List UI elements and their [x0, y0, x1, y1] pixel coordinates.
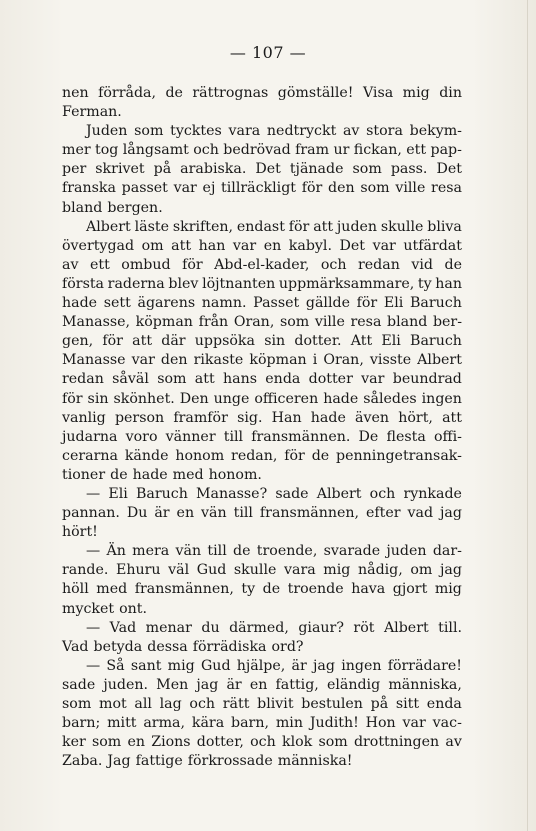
page-number: — 107 —: [229, 43, 307, 62]
text-line: — Än mera vän till de troende, svarade juden dar-: [86, 543, 462, 560]
text-line: cerarna kände honom redan, för de penningetransak-: [62, 447, 462, 464]
text-line: för sin skönhet. Den unge officeren hade således ingen: [62, 390, 462, 407]
body-text: [62, 84, 462, 771]
text-line: tioner de hade med honom.: [62, 466, 262, 483]
text-line: rande. Ehuru väl Gud skulle vara mig nådig, om jag: [62, 562, 462, 579]
text-line: — Eli Baruch Manasse? sade Albert och rynkade: [86, 485, 462, 502]
text-line: — Vad menar du därmed, giaur? röt Albert till.: [86, 619, 462, 636]
text-line: övertygad om att han var en kabyl. Det var utfärdat: [62, 237, 462, 254]
text-line: gen, för att där uppsöka sin dotter. Att Eli Baruch: [62, 333, 462, 350]
text-line: nen förråda, de rättrognas gömställe! Visa mig din: [62, 85, 462, 101]
text-line: sade juden. Men jag är en fattig, eländig människa,: [62, 676, 462, 693]
text-line: redan såväl som att hans enda dotter var beundrad: [62, 371, 462, 388]
text-line: Zaba. Jag fattige förkrossade människa!: [62, 753, 353, 770]
text-line: som mot all lag och rätt blivit bestulen på sitt enda: [62, 696, 462, 712]
text-line: hade sett ägarens namn. Passet gällde för Eli Baruch: [62, 295, 462, 312]
text-line: vanlig person framför sig. Han hade även hört, att: [62, 409, 462, 426]
text-line: — Så sant mig Gud hjälpe, är jag ingen förrädare!: [86, 657, 462, 674]
text-line: höll med fransmännen, ty de troende hava gjort mig: [62, 581, 462, 598]
text-line: hört!: [62, 524, 98, 541]
text-line: barn; mitt arma, kära barn, min Judith! Hon var vac-: [62, 715, 462, 732]
text-line: Albert läste skriften, endast för att juden skulle bliva: [86, 218, 462, 235]
text-line: Ferman.: [62, 104, 122, 121]
text-line: mycket ont.: [62, 600, 147, 617]
text-line: ker som en Zions dotter, och klok som drottningen av: [62, 734, 462, 751]
text-line: franska passet var ej tillräckligt för den som ville resa: [62, 180, 462, 197]
text-line: judarna voro vänner till fransmännen. De flesta offi-: [62, 428, 462, 445]
text-line: av ett ombud för Abd-el-kader, och redan vid de: [62, 256, 462, 273]
text-line: pannan. Du är en vän till fransmännen, efter vad jag: [62, 505, 462, 522]
page-edge: [527, 0, 528, 831]
text-line: Juden som tycktes vara nedtryckt av stora bekym-: [86, 123, 462, 140]
text-line: Manasse var den rikaste köpman i Oran, visste Albert: [62, 352, 462, 369]
text-line: mer tog långsamt och bedrövad fram ur fickan, ett pap-: [62, 142, 462, 159]
text-line: Vad betyda dessa förrädiska ord?: [62, 638, 304, 655]
text-line: Manasse, köpman från Oran, som ville resa bland ber-: [62, 314, 462, 331]
text-line: bland bergen.: [62, 199, 163, 216]
text-line: första raderna blev löjtnanten uppmärksammare, ty han: [62, 275, 462, 292]
text-line: per skrivet på arabiska. Det tjänade som pass. Det: [62, 161, 462, 178]
